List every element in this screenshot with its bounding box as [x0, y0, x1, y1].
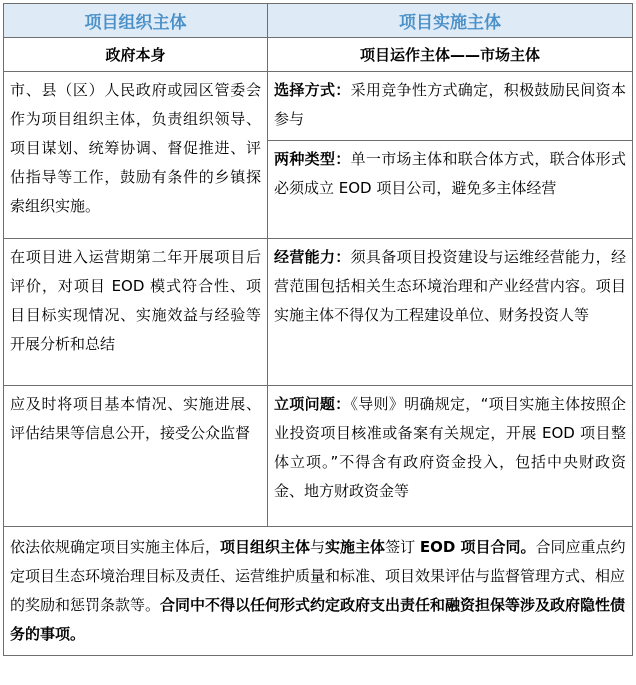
- footer-bold-organizer: 项目组织主体: [220, 538, 311, 556]
- footer-text-4: 合同应重点约定项目生态环境治理目标及责任、运营维护质量和标准、项目效果评估与监督管理方式、相应的奖励和惩罚条款等。: [10, 538, 626, 614]
- approval-label: 立项问题：: [274, 395, 351, 413]
- selection-text: 采用竞争性方式确定，积极鼓励民间资本参与: [274, 81, 626, 128]
- footer-row: [4, 527, 633, 656]
- header-row: [4, 4, 633, 38]
- eod-subject-table: [3, 3, 633, 656]
- table-row: [4, 386, 633, 527]
- row2-left-cell: 在项目进入运营期第二年开展项目后评价，对项目 EOD 模式符合性、项目目标实现情况、实施效益与经验等开展分析和总结: [4, 239, 268, 386]
- subheader-market-entity: 项目运作主体——市场主体: [268, 38, 633, 72]
- contract-note: [4, 527, 633, 656]
- row3-left-cell: 应及时将项目基本情况、实施进展、评估结果等信息公开，接受公众监督: [4, 386, 268, 527]
- selection-label: 选择方式：: [274, 81, 351, 99]
- header-implementer: 项目实施主体: [268, 4, 633, 38]
- types-label: 两种类型：: [274, 150, 351, 168]
- subheader-government: 政府本身: [4, 38, 268, 72]
- capability-label: 经营能力：: [274, 248, 351, 266]
- row2-right-cell: [268, 239, 633, 386]
- row3-right-cell: [268, 386, 633, 527]
- approval-text: 《导则》明确规定，“项目实施主体按照企业投资项目核准或备案有关规定，开展 EOD 项目整体立项。”不得含有政府资金投入，包括中央财政资金、地方财政资金等: [274, 395, 626, 500]
- footer-bold-prohibition: 合同中不得以任何形式约定政府支出责任和融资担保等涉及政府隐性债务的事项。: [10, 596, 626, 643]
- footer-text-1: 依法依规确定项目实施主体后，: [10, 538, 221, 556]
- footer-text-3: 签订: [385, 538, 420, 556]
- table-row: [4, 239, 633, 386]
- subheader-row: [4, 38, 633, 72]
- row1-right-cell-types: [268, 141, 633, 239]
- table-row: [4, 72, 633, 141]
- row1-left-cell: 市、县（区）人民政府或园区管委会作为项目组织主体，负责组织领导、项目谋划、统筹协调、督促推进、评估指导等工作，鼓励有条件的乡镇探索组织实施。: [4, 72, 268, 239]
- footer-text-2: 与: [310, 538, 326, 556]
- types-text: 单一市场主体和联合体方式，联合体形式必须成立 EOD 项目公司，避免多主体经营: [274, 150, 626, 197]
- header-organizer: 项目组织主体: [4, 4, 268, 38]
- capability-text: 须具备项目投资建设与运维经营能力，经营范围包括相关生态环境治理和产业经营内容。项目实施主体不得仅为工程建设单位、财务投资人等: [274, 248, 626, 324]
- row1-right-cell-selection: [268, 72, 633, 141]
- footer-bold-contract: EOD 项目合同。: [419, 538, 536, 556]
- footer-bold-implementer: 实施主体: [325, 538, 386, 556]
